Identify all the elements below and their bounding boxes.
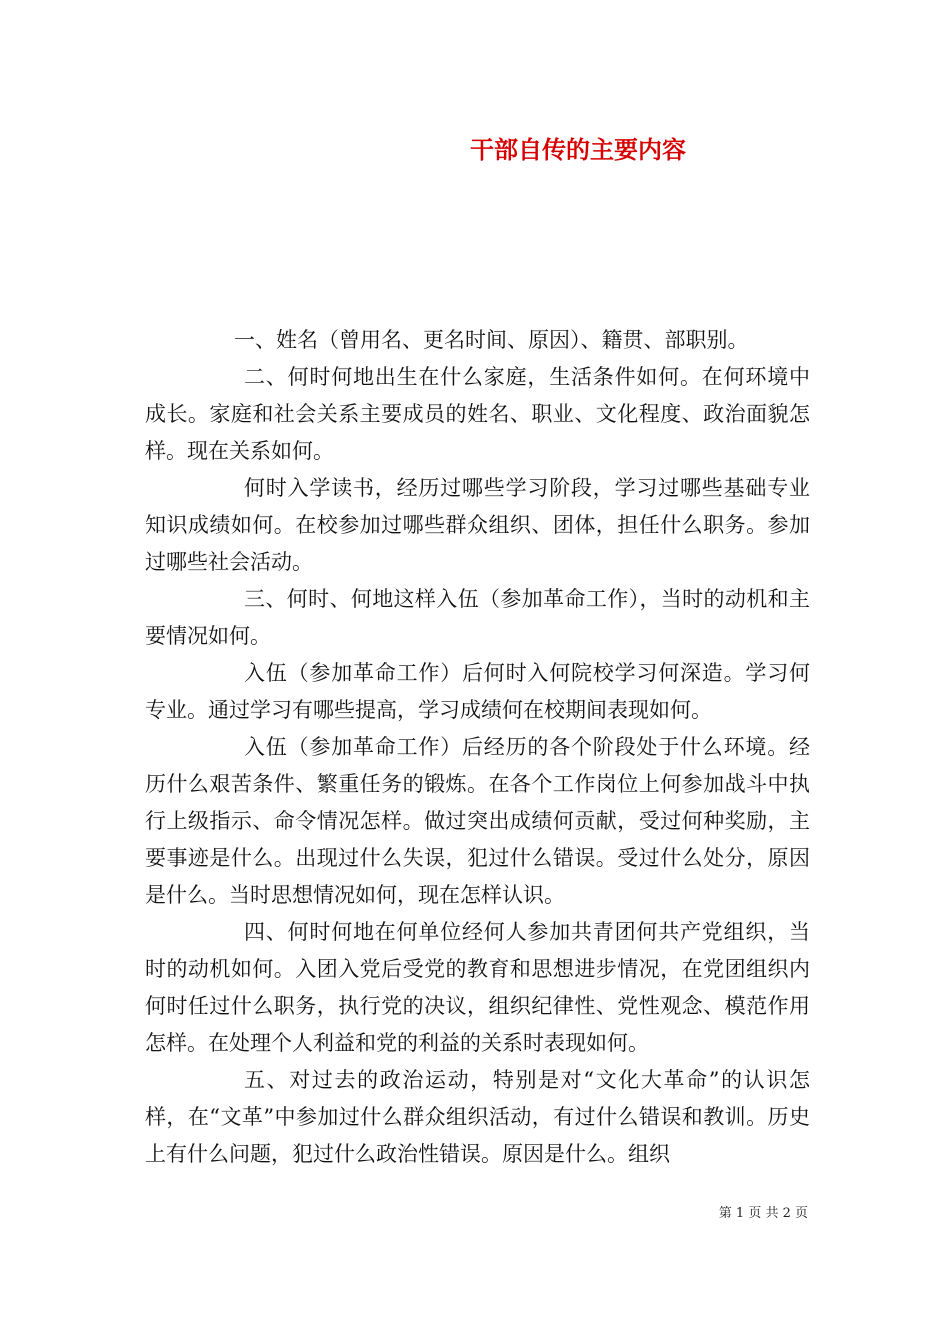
document-title: 干部自传的主要内容	[470, 135, 686, 164]
paragraph: 入伍（参加革命工作）后何时入何院校学习何深造。学习何专业。通过学习有哪些提高，学习成绩何在校期间表现如何。	[145, 661, 810, 722]
paragraph: 何时入学读书，经历过哪些学习阶段，学习过哪些基础专业知识成绩如何。在校参加过哪些群众组织、团体，担任什么职务。参加过哪些社会活动。	[145, 476, 810, 574]
paragraph: 二、何时何地出生在什么家庭，生活条件如何。在何环境中成长。家庭和社会关系主要成员的姓名、职业、文化程度、政治面貌怎样。现在关系如何。	[145, 365, 810, 463]
paragraph: 入伍（参加革命工作）后经历的各个阶段处于什么环境。经历什么艰苦条件、繁重任务的锻炼。在各个工作岗位上何参加战斗中执行上级指示、命令情况怎样。做过突出成绩何贡献，受过何种奖励，主要事迹是什么。出现过什么失误，犯过什么错误。受过什么处分，原因是什么。当时思想情况如何，现在怎样认识。	[145, 735, 810, 907]
document-body	[145, 322, 810, 1173]
page-number-footer: 第 1 页 共 2 页	[718, 1206, 808, 1221]
paragraph: 四、何时何地在何单位经何人参加共青团何共产党组织，当时的动机如何。入团入党后受党的教育和思想进步情况，在党团组织内何时任过什么职务，执行党的决议，组织纪律性、党性观念、模范作用怎样。在处理个人利益和党的利益的关系时表现如何。	[145, 920, 810, 1055]
paragraph: 三、何时、何地这样入伍（参加革命工作），当时的动机和主要情况如何。	[145, 587, 810, 648]
paragraph: 五、对过去的政治运动，特别是对“文化大革命”的认识怎样，在“文革”中参加过什么群众组织活动，有过什么错误和教训。历史上有什么问题，犯过什么政治性错误。原因是什么。组织	[145, 1068, 810, 1166]
paragraph: 一、姓名（曾用名、更名时间、原因）、籍贯、部职别。	[234, 328, 749, 352]
